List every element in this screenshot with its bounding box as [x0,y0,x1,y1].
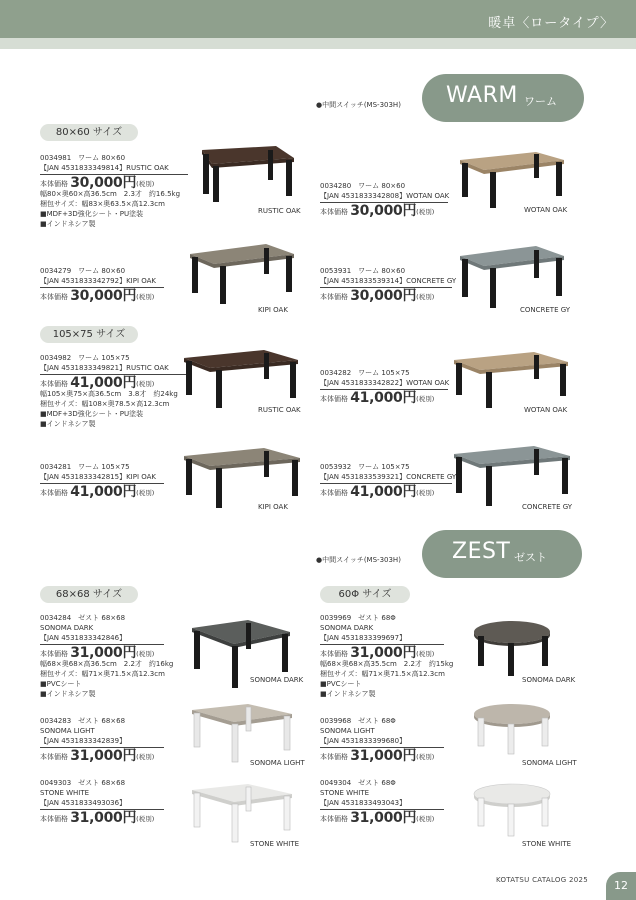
product-code: 0053932 ワーム 105×75 [320,463,410,471]
price-label: 本体価格 [320,395,348,403]
product-warm-80-kipi [40,266,164,302]
product-warm-80-wotan [320,181,448,217]
product-jan: 【JAN 4531833539321】CONCRETE GY [320,472,452,484]
price-tax: (税別) [416,489,435,497]
caption-warm-105-wotan: WOTAN OAK [524,406,568,414]
product-zest-68-sonoma-dark [40,613,173,699]
zest-series-badge [422,530,582,578]
product-name: SONOMA DARK [40,624,94,632]
product-jan: 【JAN 4531833342839】 [40,736,164,748]
price-value: 31,000円 [70,748,137,764]
photo-warm-105-concrete [450,442,574,510]
photo-zest-round-sonoma-light [470,700,554,756]
product-zest-60-stone-white [320,778,444,824]
product-price [40,645,173,661]
photo-zest-sonoma-light [188,698,296,766]
price-value: 30,000円 [350,203,417,219]
photo-warm-rustic [186,142,298,206]
product-spec: ■PVCシート [320,680,362,688]
caption-zest-stone-white: STONE WHITE [250,840,300,848]
warm-switch-note: ●中間スイッチ(MS-303H) [316,101,401,109]
product-name: STONE WHITE [40,789,90,797]
price-tax: (税別) [416,208,435,216]
product-zest-68-sonoma-light [40,716,164,762]
caption-warm-105-concrete: CONCRETE GY [522,503,573,511]
product-spec: ■インドネシア製 [40,220,96,228]
product-zest-68-stone-white [40,778,164,824]
product-code: 0034279 ワーム 80×60 [40,267,126,275]
product-price [320,203,448,219]
price-value: 41,000円 [70,375,137,391]
product-spec: 梱包サイズ：幅71×奥71.5×高12.3cm [40,670,165,678]
header-subband [0,38,636,49]
caption-zest-round-sonoma-light: SONOMA LIGHT [522,759,577,767]
product-jan: 【JAN 4531833342792】KIPI OAK [40,276,164,288]
price-label: 本体価格 [320,293,348,301]
zest-series-name: ZEST [452,539,511,564]
product-spec: 幅105×奥75×高36.5cm 3.8才 約24kg [40,390,178,398]
product-warm-80-concrete [320,266,457,304]
price-label: 本体価格 [40,489,68,497]
product-code: 0034282 ワーム 105×75 [320,369,410,377]
product-price [320,288,452,304]
warm-series-name-jp: ワーム [524,95,557,108]
photo-warm-concrete [456,242,568,310]
caption-zest-round-sonoma-dark: SONOMA DARK [522,676,576,684]
zest-size-68x68: 68×68 サイズ [40,586,138,603]
product-code: 0049303 ゼスト 68×68 [40,779,126,787]
price-tax: (税別) [416,815,435,823]
price-value: 31,000円 [70,645,137,661]
product-spec: 梱包サイズ：幅108×奥78.5×高12.3cm [40,400,170,408]
product-price [320,390,448,406]
product-price [40,810,164,826]
price-label: 本体価格 [40,293,68,301]
caption-zest-sonoma-light: SONOMA LIGHT [250,759,305,767]
product-code: 0034280 ワーム 80×60 [320,182,406,190]
product-spec: 幅68×奥68×高36.5cm 2.2才 約16kg [40,660,174,668]
product-jan: 【JAN 4531833493036】 [40,798,164,810]
product-price [320,748,444,764]
price-value: 31,000円 [350,645,417,661]
product-spec: ■インドネシア製 [40,690,96,698]
product-warm-80-rustic [40,153,188,229]
caption-warm-105-kipi: KIPI OAK [258,503,288,511]
product-jan: 【JAN 4531833349814】RUSTIC OAK [40,163,188,175]
product-price [40,375,188,391]
product-warm-105-concrete [320,462,457,500]
product-price [40,175,188,191]
price-value: 30,000円 [70,175,137,191]
product-price [40,748,164,764]
product-jan: 【JAN 4531833399680】 [320,736,444,748]
product-name: SONOMA DARK [320,624,374,632]
product-jan: 【JAN 4531833342815】KIPI OAK [40,472,164,484]
photo-warm-105-rustic [180,346,302,412]
price-label: 本体価格 [40,380,68,388]
photo-warm-kipi [186,240,298,304]
price-label: 本体価格 [40,815,68,823]
product-price [320,484,452,500]
caption-warm-rustic: RUSTIC OAK [258,207,301,215]
product-price [40,484,164,500]
price-label: 本体価格 [320,815,348,823]
caption-zest-round-stone-white: STONE WHITE [522,840,572,848]
caption-warm-concrete: CONCRETE GY [520,306,571,314]
photo-zest-round-sonoma-dark [470,616,554,678]
product-jan: 【JAN 4531833342846】 [40,633,164,645]
product-spec: ■インドネシア製 [40,420,96,428]
product-name: STONE WHITE [320,789,370,797]
price-tax: (税別) [136,380,155,388]
product-code: 0034284 ゼスト 68×68 [40,614,126,622]
price-value: 30,000円 [70,288,137,304]
price-tax: (税別) [136,753,155,761]
caption-warm-wotan: WOTAN OAK [524,206,568,214]
product-code: 0053931 ワーム 80×60 [320,267,406,275]
caption-zest-sonoma-dark: SONOMA DARK [250,676,304,684]
price-tax: (税別) [416,650,435,658]
product-spec: 梱包サイズ：幅83×奥63.5×高12.3cm [40,200,165,208]
price-tax: (税別) [136,650,155,658]
warm-series-badge [422,74,584,122]
price-value: 41,000円 [70,484,137,500]
warm-size-80x60: 80×60 サイズ [40,124,138,141]
product-name: SONOMA LIGHT [40,727,95,735]
caption-warm-kipi: KIPI OAK [258,306,288,314]
price-label: 本体価格 [320,753,348,761]
product-spec: ■PVCシート [40,680,82,688]
product-code: 0039968 ゼスト 68Φ [320,717,396,725]
price-value: 41,000円 [350,484,417,500]
product-code: 0034281 ワーム 105×75 [40,463,130,471]
page-number: 12 [606,872,636,900]
product-warm-105-rustic [40,353,188,429]
product-spec: 幅80×奥60×高36.5cm 2.3才 約16.5kg [40,190,181,198]
product-jan: 【JAN 4531833342822】WOTAN OAK [320,378,448,390]
product-code: 0039969 ゼスト 68Φ [320,614,396,622]
product-code: 0034982 ワーム 105×75 [40,354,130,362]
product-jan: 【JAN 4531833493043】 [320,798,444,810]
product-jan: 【JAN 4531833399697】 [320,633,444,645]
product-spec: ■MDF+3D強化シート・PU塗装 [40,410,144,418]
price-tax: (税別) [136,293,155,301]
price-label: 本体価格 [40,180,68,188]
product-spec: 梱包サイズ：幅71×奥71.5×高12.3cm [320,670,445,678]
price-value: 31,000円 [350,748,417,764]
price-value: 31,000円 [70,810,137,826]
product-jan: 【JAN 4531833539314】CONCRETE GY [320,276,452,288]
product-code: 0034283 ゼスト 68×68 [40,717,126,725]
product-name: SONOMA LIGHT [320,727,375,735]
product-spec: ■MDF+3D強化シート・PU塗装 [40,210,144,218]
price-value: 30,000円 [350,288,417,304]
price-tax: (税別) [416,293,435,301]
product-zest-60-sonoma-light [320,716,444,762]
zest-size-60phi: 60Φ サイズ [320,586,410,603]
product-spec: 幅68×奥68×高35.5cm 2.2才 約15kg [320,660,454,668]
product-jan: 【JAN 4531833349821】RUSTIC OAK [40,363,188,375]
product-warm-105-kipi [40,462,164,498]
photo-warm-105-wotan [450,348,572,410]
product-price [40,288,164,304]
photo-zest-stone-white [188,778,296,846]
price-tax: (税別) [416,395,435,403]
price-label: 本体価格 [320,208,348,216]
photo-zest-round-stone-white [470,780,554,838]
product-price [320,810,444,826]
product-price [320,645,453,661]
price-value: 31,000円 [350,810,417,826]
product-code: 0049304 ゼスト 68Φ [320,779,396,787]
price-label: 本体価格 [320,650,348,658]
caption-warm-105-rustic: RUSTIC OAK [258,406,301,414]
photo-warm-wotan [456,146,568,210]
zest-switch-note: ●中間スイッチ(MS-303H) [316,556,401,564]
page-header [0,0,636,38]
warm-size-105x75: 105×75 サイズ [40,326,138,343]
page-title: 暖卓〈ロータイプ〉 [488,16,614,31]
product-code: 0034981 ワーム 80×60 [40,154,126,162]
price-tax: (税別) [136,815,155,823]
price-tax: (税別) [136,489,155,497]
price-label: 本体価格 [40,753,68,761]
price-tax: (税別) [136,180,155,188]
zest-series-name-jp: ゼスト [514,551,547,564]
price-tax: (税別) [416,753,435,761]
warm-series-name: WARM [446,83,518,108]
price-value: 41,000円 [350,390,417,406]
product-zest-60-sonoma-dark [320,613,453,699]
product-warm-105-wotan [320,368,448,404]
catalog-footer: KOTATSU CATALOG 2025 [495,876,588,884]
price-label: 本体価格 [320,489,348,497]
photo-warm-105-kipi [180,444,304,512]
price-label: 本体価格 [40,650,68,658]
product-jan: 【JAN 4531833342808】WOTAN OAK [320,191,448,203]
product-spec: ■インドネシア製 [320,690,376,698]
